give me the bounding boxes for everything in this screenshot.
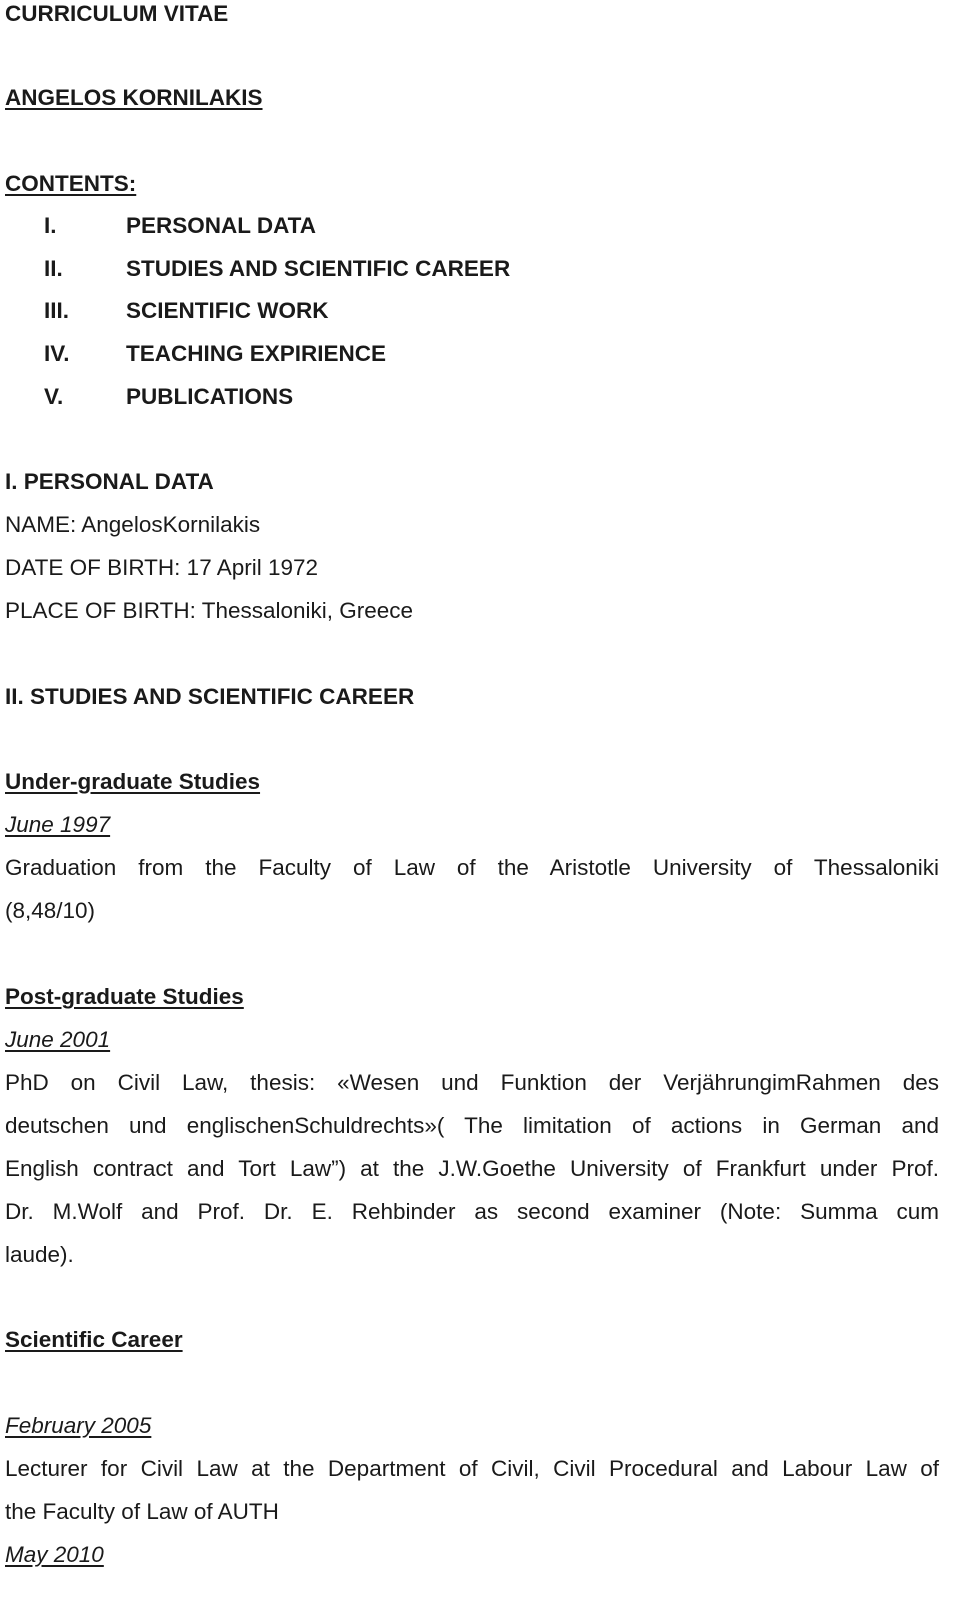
- scientific-career-heading: Scientific Career: [5, 1327, 183, 1352]
- person-name-heading: ANGELOS KORNILAKIS: [5, 85, 263, 110]
- toc-item-number: III.: [44, 298, 70, 323]
- undergrad-date: June 1997: [5, 812, 111, 837]
- postgrad-date: June 2001: [5, 1027, 111, 1052]
- career-date: May 2010: [5, 1542, 104, 1567]
- undergrad-text-line: Graduation from the Faculty of Law of the Aristotle University of Thessaloniki: [5, 855, 939, 880]
- postgrad-text-line: deutschen und englischenSchuldrechts»( The limitation of actions in German and: [5, 1113, 939, 1138]
- postgrad-heading: Post-graduate Studies: [5, 984, 244, 1009]
- toc-item-number: II.: [44, 256, 63, 281]
- postgrad-text-line: laude).: [5, 1242, 74, 1267]
- personal-place-of-birth: PLACE OF BIRTH: Thessaloniki, Greece: [5, 598, 414, 623]
- postgrad-text-line: Dr. M.Wolf and Prof. Dr. E. Rehbinder as second examiner (Note: Summa cum: [5, 1199, 939, 1224]
- postgrad-text-line: English contract and Tort Law”) at the J.W.Goethe University of Frankfurt under Prof.: [5, 1156, 939, 1181]
- toc-item-text: STUDIES AND SCIENTIFIC CAREER: [126, 256, 511, 281]
- toc-item-number: V.: [44, 384, 64, 409]
- toc-item-text: PUBLICATIONS: [126, 384, 294, 409]
- career-text-line: Lecturer for Civil Law at the Department of Civil, Civil Procedural and Labour Law of: [5, 1456, 939, 1481]
- contents-label: CONTENTS:: [5, 171, 137, 196]
- section-heading-studies: II. STUDIES AND SCIENTIFIC CAREER: [5, 684, 415, 709]
- toc-item-text: PERSONAL DATA: [126, 213, 317, 238]
- personal-name: NAME: AngelosKornilakis: [5, 512, 261, 537]
- document-title: CURRICULUM VITAE: [5, 1, 229, 26]
- undergrad-text-line: (8,48/10): [5, 898, 96, 923]
- career-text-line: the Faculty of Law of AUTH: [5, 1499, 279, 1524]
- toc-item-number: IV.: [44, 341, 70, 366]
- section-heading-personal-data: I. PERSONAL DATA: [5, 469, 214, 494]
- personal-date-of-birth: DATE OF BIRTH: 17 April 1972: [5, 555, 319, 580]
- postgrad-text-line: PhD on Civil Law, thesis: «Wesen und Funktion der VerjährungimRahmen des: [5, 1070, 939, 1095]
- toc-item-text: SCIENTIFIC WORK: [126, 298, 329, 323]
- toc-item-number: I.: [44, 213, 57, 238]
- undergrad-heading: Under-graduate Studies: [5, 769, 261, 794]
- toc-item-text: TEACHING EXPIRIENCE: [126, 341, 387, 366]
- career-date: February 2005: [5, 1413, 152, 1438]
